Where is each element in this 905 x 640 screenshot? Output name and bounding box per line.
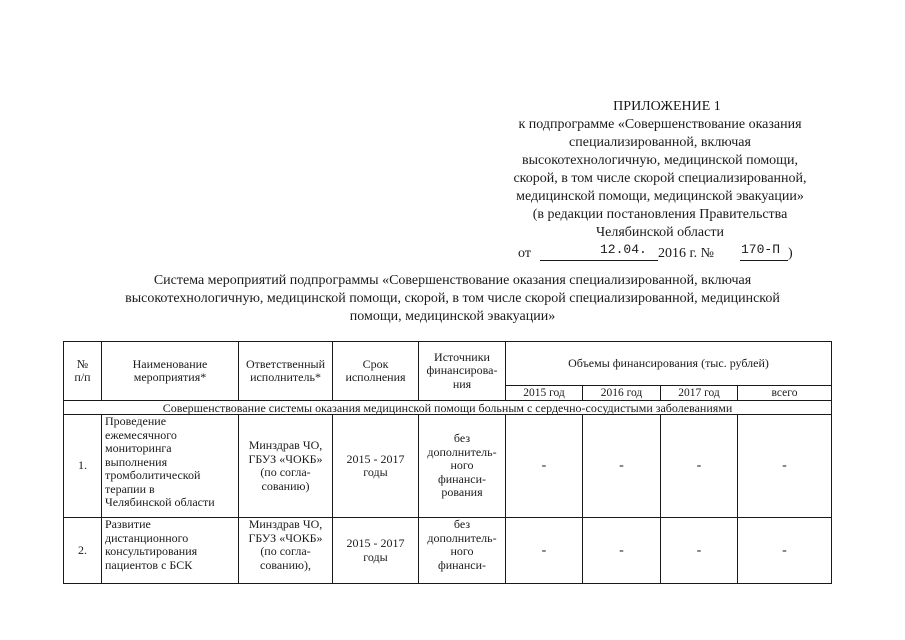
header-term: Срок исполнения [333, 342, 419, 401]
appendix-block [490, 98, 830, 263]
value-total: - [738, 415, 832, 518]
year-text: 2016 г. № [658, 246, 715, 261]
row-num: 2. [64, 518, 102, 584]
date-prefix: от [518, 246, 531, 261]
appendix-heading: ПРИЛОЖЕНИЕ 1 [613, 99, 721, 114]
table-row [64, 518, 832, 584]
measures-table [63, 341, 832, 584]
appendix-line: Челябинской области [596, 225, 724, 240]
header-year-2015: 2015 год [506, 386, 583, 401]
row-num: 1. [64, 415, 102, 518]
header-year-2017: 2017 год [661, 386, 738, 401]
table-header-row [64, 342, 832, 386]
appendix-line: к подпрограмме «Совершенствование оказания [518, 117, 802, 132]
value-2017: - [661, 518, 738, 584]
value-2016: - [583, 518, 661, 584]
title-line: высокотехнологичную, медицинской помощи, скорой, в том числе скорой специализированной, медицинской [125, 291, 780, 306]
header-sources: Источники финансирова- ния [419, 342, 506, 401]
row-name: Проведение ежемесячного мониторинга выполнения тромболитической терапии в Челябинской области [102, 415, 239, 518]
section-row [64, 401, 832, 415]
value-2017: - [661, 415, 738, 518]
appendix-line: медицинской помощи, медицинской эвакуации» [516, 189, 804, 204]
appendix-line: скорой, в том числе скорой специализированной, [513, 171, 807, 186]
header-responsible: Ответственный исполнитель* [239, 342, 333, 401]
header-name: Наименование мероприятия* [102, 342, 239, 401]
value-2015: - [506, 518, 583, 584]
row-sources: без дополнитель- ного финанси- [419, 518, 506, 584]
row-term: 2015 - 2017 годы [333, 415, 419, 518]
value-2015: - [506, 415, 583, 518]
header-num: № п/п [64, 342, 102, 401]
value-total: - [738, 518, 832, 584]
title-line: помощи, медицинской эвакуации» [349, 309, 556, 324]
handwritten-number: 170-П [741, 242, 781, 257]
handwritten-date: 12.04. [600, 242, 647, 257]
title-line: Система мероприятий подпрограммы «Совершенствование оказания специализированной, включая [153, 273, 752, 288]
resolution-date-line [490, 243, 830, 263]
header-funding: Объемы финансирования (тыс. рублей) [506, 342, 832, 386]
appendix-line: (в редакции постановления Правительства [532, 207, 788, 222]
document-title [40, 272, 865, 326]
row-term: 2015 - 2017 годы [333, 518, 419, 584]
table-row [64, 415, 832, 518]
section-title: Совершенствование системы оказания медицинской помощи больным с сердечно-сосудистыми заболеваниями [64, 401, 832, 415]
row-name: Развитие дистанционного консультирования пациентов с БСК [102, 518, 239, 584]
row-responsible: Минздрав ЧО, ГБУЗ «ЧОКБ» (по согла- сованию) [239, 415, 333, 518]
appendix-line: высокотехнологичную, медицинской помощи, [522, 153, 798, 168]
row-responsible: Минздрав ЧО, ГБУЗ «ЧОКБ» (по согла- сованию), [239, 518, 333, 584]
header-total: всего [738, 386, 832, 401]
row-sources: без дополнитель- ного финанси- рования [419, 415, 506, 518]
header-year-2016: 2016 год [583, 386, 661, 401]
date-suffix: ) [788, 246, 793, 261]
appendix-line: специализированной, включая [569, 135, 751, 150]
value-2016: - [583, 415, 661, 518]
